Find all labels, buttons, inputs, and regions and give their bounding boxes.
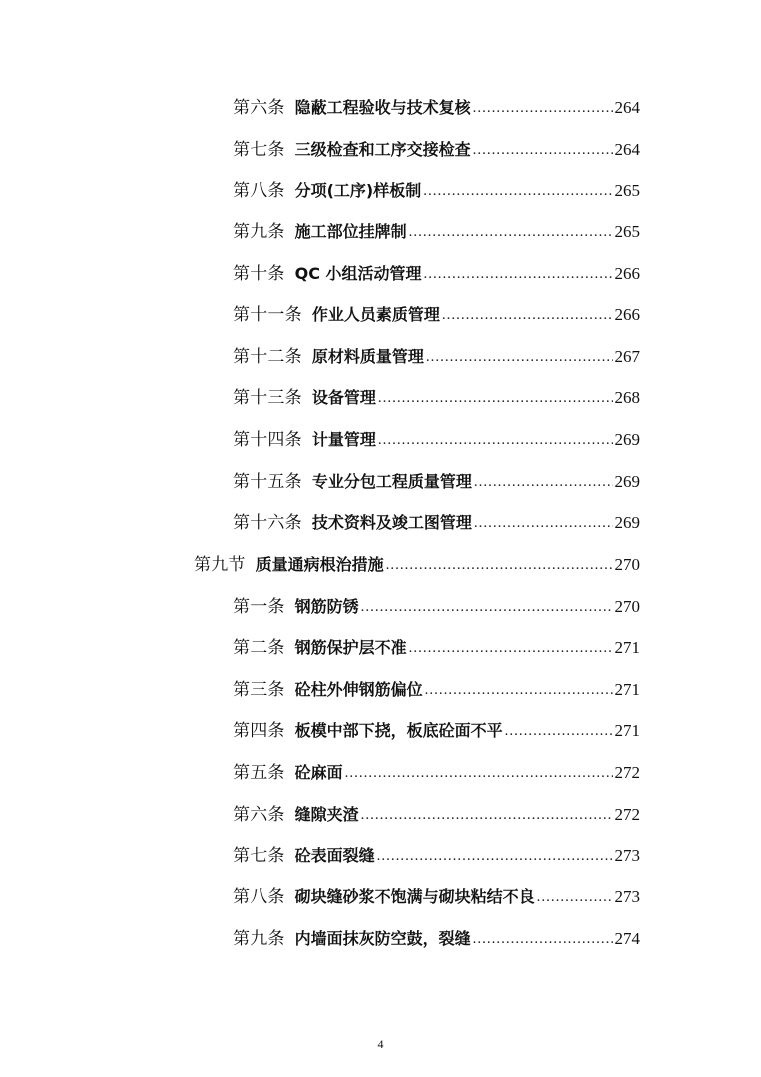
toc-entry bbox=[233, 343, 640, 371]
toc-entry-page: 268 bbox=[614, 388, 640, 407]
toc-entry-page: 273 bbox=[614, 846, 640, 865]
toc-entry-label: 第五条 bbox=[233, 763, 285, 783]
toc-entry-page: 273 bbox=[614, 887, 640, 906]
toc-entry-label: 第七条 bbox=[233, 846, 285, 866]
toc-entry-label: 第十一条 bbox=[233, 305, 302, 325]
toc-entry-title: 专业分包工程质量管理 bbox=[311, 472, 472, 491]
toc-entry bbox=[233, 509, 640, 537]
dot-leader bbox=[474, 468, 613, 496]
toc-entry bbox=[233, 759, 640, 787]
toc-entry bbox=[233, 177, 640, 205]
dot-leader bbox=[409, 634, 613, 662]
dot-leader bbox=[423, 177, 612, 205]
toc-entry-page: 271 bbox=[614, 721, 640, 740]
dot-leader bbox=[474, 509, 613, 537]
dot-leader bbox=[424, 260, 613, 288]
toc-entry-label: 第六条 bbox=[233, 98, 285, 118]
toc-entry-label: 第十五条 bbox=[233, 472, 302, 492]
toc-entry-page: 269 bbox=[614, 513, 640, 532]
toc-entry-label: 第九条 bbox=[233, 222, 285, 242]
toc-entry bbox=[233, 218, 640, 246]
toc-section-entry bbox=[194, 551, 640, 579]
toc-entry-page: 264 bbox=[614, 98, 640, 117]
toc-entry-page: 270 bbox=[614, 555, 640, 574]
dot-leader bbox=[377, 842, 613, 870]
toc-entry bbox=[233, 925, 640, 953]
toc-entry bbox=[233, 260, 640, 288]
dot-leader bbox=[473, 925, 613, 953]
toc-entry bbox=[233, 801, 640, 829]
toc-entry-page: 264 bbox=[614, 140, 640, 159]
dot-leader bbox=[378, 426, 613, 454]
toc-entry-title: 三级检查和工序交接检查 bbox=[294, 140, 471, 159]
toc-entry-page: 271 bbox=[614, 680, 640, 699]
dot-leader bbox=[361, 593, 613, 621]
toc-entry-label: 第八条 bbox=[233, 181, 285, 201]
toc-entry-title: 砌块缝砂浆不饱满与砌块粘结不良 bbox=[294, 887, 535, 906]
toc-entry-title: 质量通病根治措施 bbox=[255, 555, 384, 574]
toc-entry bbox=[233, 717, 640, 745]
toc-entry bbox=[233, 676, 640, 704]
toc-entry bbox=[233, 426, 640, 454]
toc-entry-label: 第二条 bbox=[233, 638, 285, 658]
toc-entry-title: 板模中部下挠，板底砼面不平 bbox=[294, 721, 503, 740]
toc-entry-title: 计量管理 bbox=[311, 430, 376, 449]
dot-leader bbox=[425, 676, 613, 704]
toc-entry bbox=[233, 136, 640, 164]
toc-entry-title: 分项(工序)样板制 bbox=[294, 181, 422, 200]
dot-leader bbox=[442, 301, 613, 329]
toc-entry-title: 原材料质量管理 bbox=[311, 347, 424, 366]
toc-entry-title: 技术资料及竣工图管理 bbox=[311, 513, 472, 532]
dot-leader bbox=[378, 384, 613, 412]
toc-entry-title: 砼麻面 bbox=[294, 763, 343, 782]
toc-entry bbox=[233, 384, 640, 412]
toc-entry-title: 设备管理 bbox=[311, 388, 376, 407]
toc-entry bbox=[233, 94, 640, 122]
page-number: 4 bbox=[377, 1037, 384, 1051]
toc-entry-page: 269 bbox=[614, 430, 640, 449]
dot-leader bbox=[386, 551, 613, 579]
toc-entry-title: 砼柱外伸钢筋偏位 bbox=[294, 680, 423, 699]
dot-leader bbox=[537, 883, 613, 911]
dot-leader bbox=[361, 801, 613, 829]
toc-entry bbox=[233, 593, 640, 621]
toc-entry-page: 272 bbox=[614, 805, 640, 824]
toc-entry bbox=[233, 842, 640, 870]
toc-entry-title: 钢筋防锈 bbox=[294, 597, 359, 616]
toc-entry-page: 265 bbox=[614, 181, 640, 200]
toc-entry-label: 第十六条 bbox=[233, 513, 302, 533]
toc-entry-label: 第十二条 bbox=[233, 347, 302, 367]
dot-leader bbox=[345, 759, 613, 787]
toc-entry-label: 第八条 bbox=[233, 887, 285, 907]
toc-entry-label: 第十条 bbox=[233, 264, 285, 284]
toc-entry-label: 第三条 bbox=[233, 680, 285, 700]
toc-entry-label: 第一条 bbox=[233, 597, 285, 617]
toc-entry-title: QC 小组活动管理 bbox=[294, 264, 422, 283]
dot-leader bbox=[473, 94, 613, 122]
toc-entry-label: 第七条 bbox=[233, 140, 285, 160]
toc-entry-title: 作业人员素质管理 bbox=[311, 305, 440, 324]
toc-entry-label: 第九节 bbox=[194, 555, 246, 575]
toc-entry bbox=[233, 301, 640, 329]
toc-entry-title: 内墙面抹灰防空鼓，裂缝 bbox=[294, 929, 471, 948]
toc-entry-label: 第十四条 bbox=[233, 430, 302, 450]
toc-entry-page: 267 bbox=[614, 347, 640, 366]
toc-entry-page: 265 bbox=[614, 222, 640, 241]
dot-leader bbox=[473, 136, 613, 164]
toc-entry bbox=[233, 468, 640, 496]
toc-entry bbox=[233, 634, 640, 662]
toc-entry-title: 隐蔽工程验收与技术复核 bbox=[294, 98, 471, 117]
toc-entry-label: 第六条 bbox=[233, 805, 285, 825]
toc-entry-page: 272 bbox=[614, 763, 640, 782]
toc-entry-page: 271 bbox=[614, 638, 640, 657]
toc-entry-title: 缝隙夹渣 bbox=[294, 805, 359, 824]
toc-entry-label: 第四条 bbox=[233, 721, 285, 741]
toc-entry-title: 钢筋保护层不准 bbox=[294, 638, 407, 657]
toc-entry-page: 266 bbox=[614, 264, 640, 283]
toc-entry-label: 第九条 bbox=[233, 929, 285, 949]
toc-entry-title: 砼表面裂缝 bbox=[294, 846, 375, 865]
dot-leader bbox=[426, 343, 613, 371]
toc-entry-label: 第十三条 bbox=[233, 388, 302, 408]
toc-entry-page: 274 bbox=[614, 929, 640, 948]
toc-entry-page: 269 bbox=[614, 472, 640, 491]
toc-entry-title: 施工部位挂牌制 bbox=[294, 222, 407, 241]
dot-leader bbox=[505, 717, 613, 745]
dot-leader bbox=[409, 218, 613, 246]
toc-entry bbox=[233, 883, 640, 911]
toc-entry-page: 266 bbox=[614, 305, 640, 324]
toc-entry-page: 270 bbox=[614, 597, 640, 616]
